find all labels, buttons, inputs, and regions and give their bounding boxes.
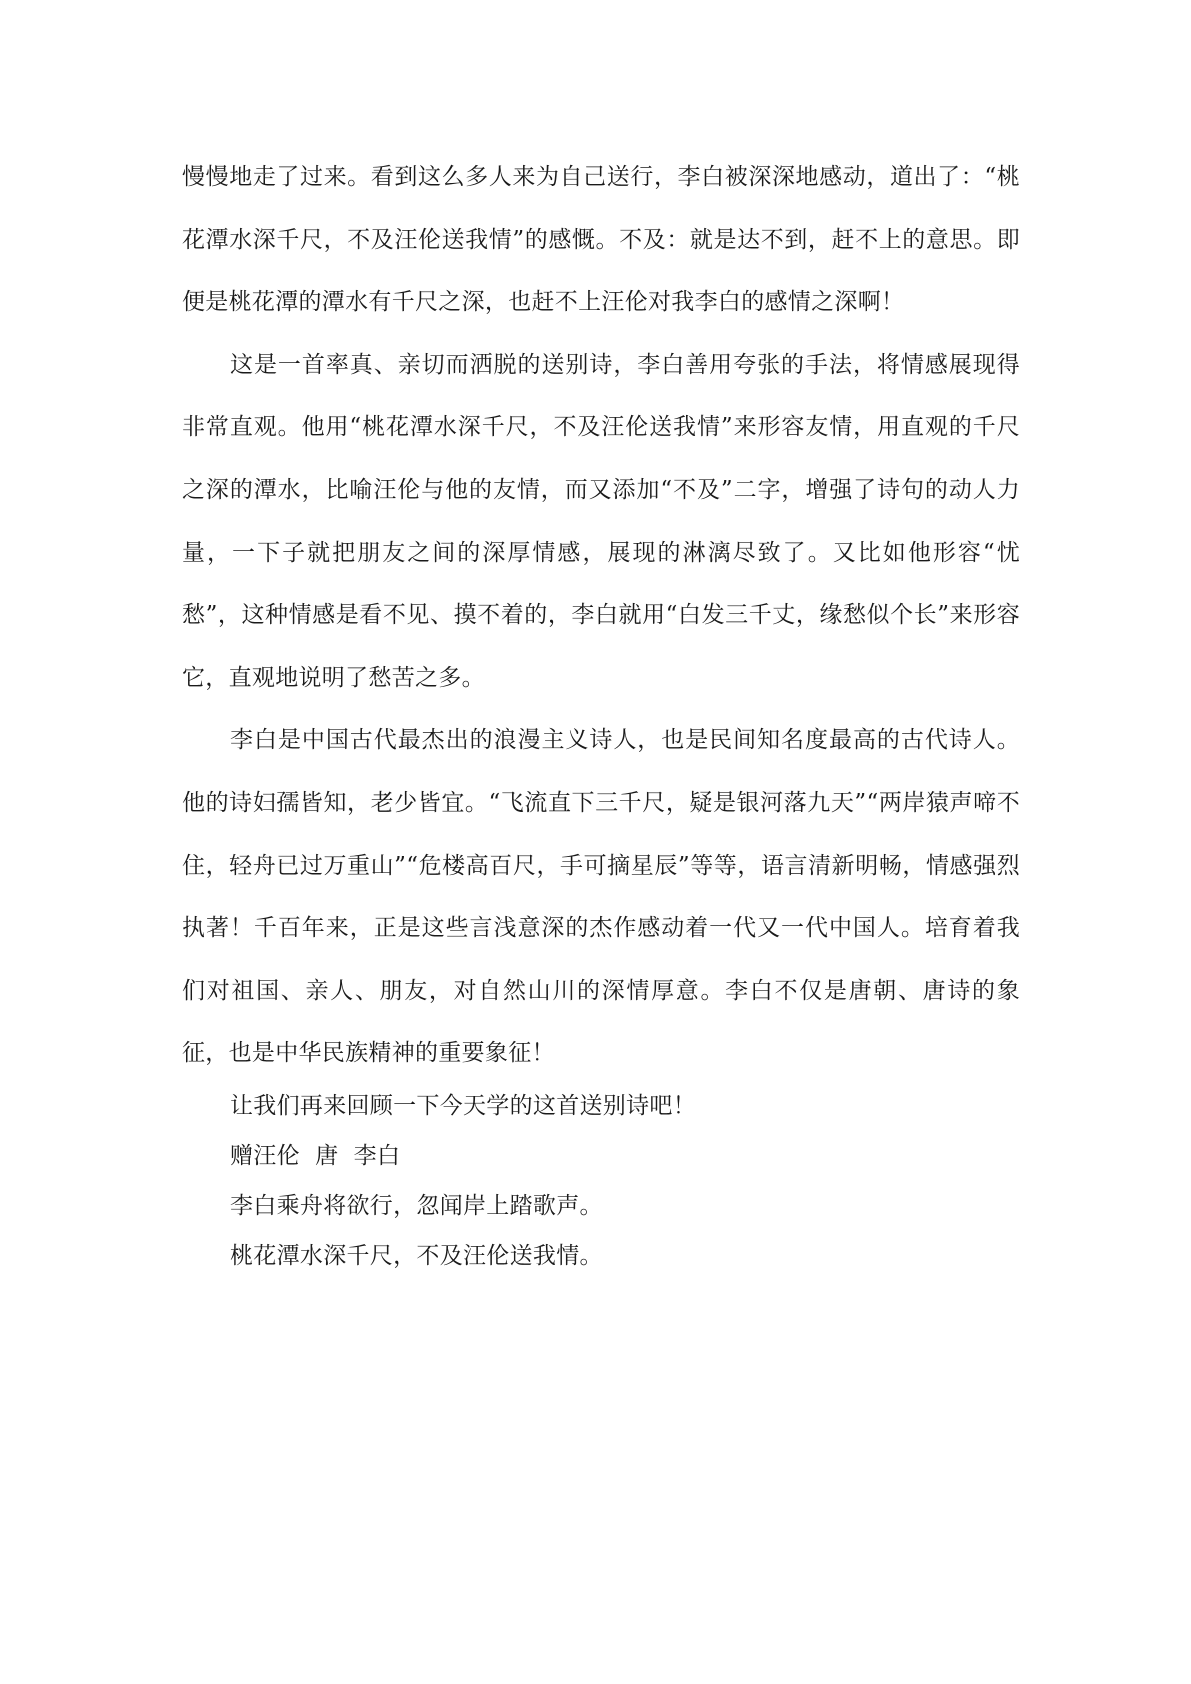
review-intro-line: 让我们再来回顾一下今天学的这首送别诗吧！ (230, 1092, 696, 1119)
poem-verse-line-1: 李白乘舟将欲行，忽闻岸上踏歌声。 (230, 1192, 603, 1219)
paragraph-exaggeration: 这是一首率真、亲切而洒脱的送别诗，李白善用夸张的手法，将情感展现得非常直观。他用“桃花潭水深千尺，不及汪伦送我情”来形容友情，用直观的千尺之深的潭水，比喻汪伦与他的友情，而又添加“不及”二字，增强了诗句的动人力量，一下子就把朋友之间的深厚情感，展现的淋漓尽致了。又比如他形容“忧愁”，这种情感是看不见、摸不着的，李白就用“白发三千丈，缘愁似个长”来形容它，直观地说明了愁苦之多。 (182, 351, 1020, 691)
poem-verse-line-2: 桃花潭水深千尺，不及汪伦送我情。 (230, 1242, 603, 1269)
paragraph-li-bai: 李白是中国古代最杰出的浪漫主义诗人，也是民间知名度最高的古代诗人。他的诗妇孺皆知，老少皆宜。“飞流直下三千尺，疑是银河落九天”“两岸猿声啼不住，轻舟已过万重山”“危楼高百尺，手可摘星辰”等等，语言清新明畅，情感强烈执著！千百年来，正是这些言浅意深的杰作感动着一代又一代中国人。培育着我们对祖国、亲人、朋友，对自然山川的深情厚意。李白不仅是唐朝、唐诗的象征，也是中华民族精神的重要象征！ (182, 727, 1020, 1067)
document-body (182, 146, 1020, 1281)
paragraph-continuation: 慢慢地走了过来。看到这么多人来为自己送行，李白被深深地感动，道出了：“桃花潭水深千尺，不及汪伦送我情”的感慨。不及：就是达不到，赶不上的意思。即便是桃花潭的潭水有千尺之深，也赶不上汪伦对我李白的感情之深啊！ (182, 164, 1020, 316)
poem-title-line: 赠汪伦 唐 李白 (230, 1142, 401, 1169)
